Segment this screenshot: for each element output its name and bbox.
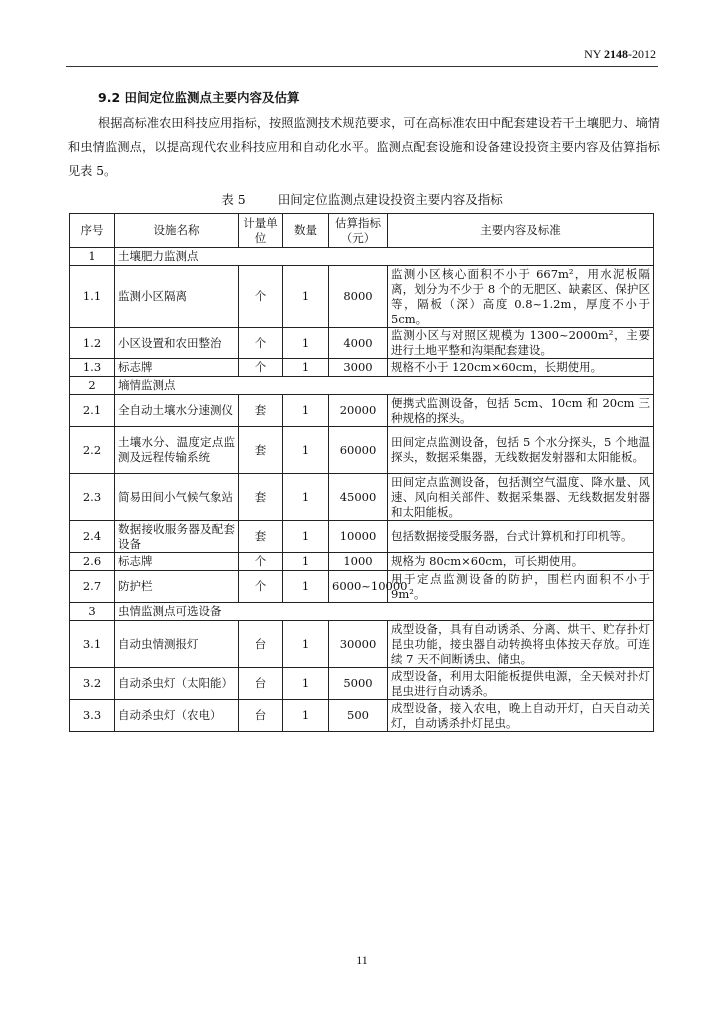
page-number: 11 [356, 953, 368, 967]
body-paragraph: 根据高标准农田科技应用指标，按照监测技术规范要求，可在高标准农田中配套建设若干土壤肥力、墒情和虫情监测点，以提高现代农业科技应用和自动化水平。监测点配套设施和设备建设投资主要内容及估算指标见表 5。 [68, 116, 660, 178]
table-header-row [70, 214, 654, 248]
quantity-cell: 1 [283, 521, 329, 553]
quantity-cell: 1 [283, 427, 329, 474]
cost-cell: 4000 [329, 328, 388, 359]
content-cell: 田间定点监测设备，包括测空气温度、降水量、风速、风向相关部件、数据采集器、无线数据发射器和太阳能板。 [388, 474, 654, 521]
row-number: 3.3 [70, 700, 115, 732]
unit-cell: 台 [239, 700, 283, 732]
table-row [70, 571, 654, 603]
quantity-cell: 1 [283, 668, 329, 700]
quantity-cell: 1 [283, 395, 329, 427]
unit-cell: 个 [239, 328, 283, 359]
row-number: 2.1 [70, 395, 115, 427]
investment-table [69, 213, 654, 732]
facility-name: 防护栏 [115, 571, 239, 603]
header-unit: 计量单位 [239, 214, 283, 248]
facility-name: 自动杀虫灯（农电） [115, 700, 239, 732]
header-quantity: 数量 [283, 214, 329, 248]
cost-cell: 10000 [329, 521, 388, 553]
table-row [70, 359, 654, 377]
row-number: 3.1 [70, 621, 115, 668]
quantity-cell: 1 [283, 571, 329, 603]
group-name: 墒情监测点 [115, 377, 654, 395]
cost-cell: 8000 [329, 266, 388, 328]
standard-code: NY 2148-2012 [584, 47, 656, 61]
table-row [70, 668, 654, 700]
table-row [70, 474, 654, 521]
facility-name: 监测小区隔离 [115, 266, 239, 328]
facility-name: 标志牌 [115, 553, 239, 571]
row-number: 2.3 [70, 474, 115, 521]
unit-cell: 套 [239, 395, 283, 427]
row-number: 2.2 [70, 427, 115, 474]
content-cell: 规格为 80cm×60cm，可长期使用。 [388, 553, 654, 571]
cost-cell: 5000 [329, 668, 388, 700]
quantity-cell: 1 [283, 474, 329, 521]
table-row [70, 328, 654, 359]
quantity-cell: 1 [283, 328, 329, 359]
facility-name: 全自动土壤水分速测仪 [115, 395, 239, 427]
header-no: 序号 [70, 214, 115, 248]
table-caption [0, 190, 724, 208]
content-cell: 便携式监测设备，包括 5cm、10cm 和 20cm 三种规格的探头。 [388, 395, 654, 427]
header-content: 主要内容及标准 [388, 214, 654, 248]
row-number: 2 [70, 377, 115, 395]
quantity-cell: 1 [283, 359, 329, 377]
table-row [70, 700, 654, 732]
section-title: 9.2 田间定位监测点主要内容及估算 [98, 90, 300, 105]
table-row [70, 427, 654, 474]
table-row [70, 395, 654, 427]
facility-name: 标志牌 [115, 359, 239, 377]
unit-cell: 个 [239, 266, 283, 328]
cost-cell: 3000 [329, 359, 388, 377]
cost-cell: 500 [329, 700, 388, 732]
header-cost: 估算指标（元） [329, 214, 388, 248]
row-number: 1 [70, 248, 115, 266]
unit-cell: 台 [239, 621, 283, 668]
unit-cell: 个 [239, 359, 283, 377]
facility-name: 简易田间小气候气象站 [115, 474, 239, 521]
quantity-cell: 1 [283, 266, 329, 328]
unit-cell: 套 [239, 427, 283, 474]
group-name: 虫情监测点可选设备 [115, 603, 654, 621]
quantity-cell: 1 [283, 700, 329, 732]
group-row [70, 603, 654, 621]
table-number: 表 5 [221, 192, 246, 207]
row-number: 3.2 [70, 668, 115, 700]
cost-cell: 20000 [329, 395, 388, 427]
group-name: 土壤肥力监测点 [115, 248, 654, 266]
content-cell: 成型设备，接入农电，晚上自动开灯，白天自动关灯，自动诱杀扑灯昆虫。 [388, 700, 654, 732]
quantity-cell: 1 [283, 621, 329, 668]
unit-cell: 套 [239, 474, 283, 521]
unit-cell: 台 [239, 668, 283, 700]
facility-name: 数据接收服务器及配套设备 [115, 521, 239, 553]
row-number: 2.6 [70, 553, 115, 571]
facility-name: 自动虫情测报灯 [115, 621, 239, 668]
content-cell: 成型设备，具有自动诱杀、分离、烘干、贮存扑灯昆虫功能，接虫器自动转换将虫体按天存放。可连续 7 天不间断诱虫、储虫。 [388, 621, 654, 668]
row-number: 2.4 [70, 521, 115, 553]
facility-name: 自动杀虫灯（太阳能） [115, 668, 239, 700]
row-number: 1.1 [70, 266, 115, 328]
header-rule [66, 66, 658, 67]
unit-cell: 套 [239, 521, 283, 553]
content-cell: 监测小区与对照区规模为 1300~2000m²，主要进行土地平整和沟渠配套建设。 [388, 328, 654, 359]
content-cell: 田间定点监测设备，包括 5 个水分探头，5 个地温探头，数据采集器，无线数据发射器和太阳能板。 [388, 427, 654, 474]
facility-name: 土壤水分、温度定点监测及远程传输系统 [115, 427, 239, 474]
content-cell: 成型设备，利用太阳能板提供电源，全天候对扑灯昆虫进行自动诱杀。 [388, 668, 654, 700]
group-row [70, 377, 654, 395]
group-row [70, 248, 654, 266]
cost-cell: 30000 [329, 621, 388, 668]
cost-cell: 60000 [329, 427, 388, 474]
cost-cell: 6000~10000 [329, 571, 388, 603]
row-number: 1.2 [70, 328, 115, 359]
quantity-cell: 1 [283, 553, 329, 571]
cost-cell: 45000 [329, 474, 388, 521]
table-row [70, 621, 654, 668]
row-number: 2.7 [70, 571, 115, 603]
table-row [70, 521, 654, 553]
table-title: 田间定位监测点建设投资主要内容及指标 [277, 192, 503, 207]
unit-cell: 个 [239, 553, 283, 571]
table-row [70, 266, 654, 328]
header-facility: 设施名称 [115, 214, 239, 248]
cost-cell: 1000 [329, 553, 388, 571]
content-cell: 用于定点监测设备的防护，围栏内面积不小于 9m²。 [388, 571, 654, 603]
unit-cell: 个 [239, 571, 283, 603]
facility-name: 小区设置和农田整治 [115, 328, 239, 359]
row-number: 1.3 [70, 359, 115, 377]
row-number: 3 [70, 603, 115, 621]
content-cell: 规格不小于 120cm×60cm，长期使用。 [388, 359, 654, 377]
content-cell: 监测小区核心面积不小于 667m²，用水泥板隔离，划分为不少于 8 个的无肥区、缺素区、保护区等，隔板（深）高度 0.8~1.2m，厚度不小于 5cm。 [388, 266, 654, 328]
table-row [70, 553, 654, 571]
content-cell: 包括数据接受服务器，台式计算机和打印机等。 [388, 521, 654, 553]
